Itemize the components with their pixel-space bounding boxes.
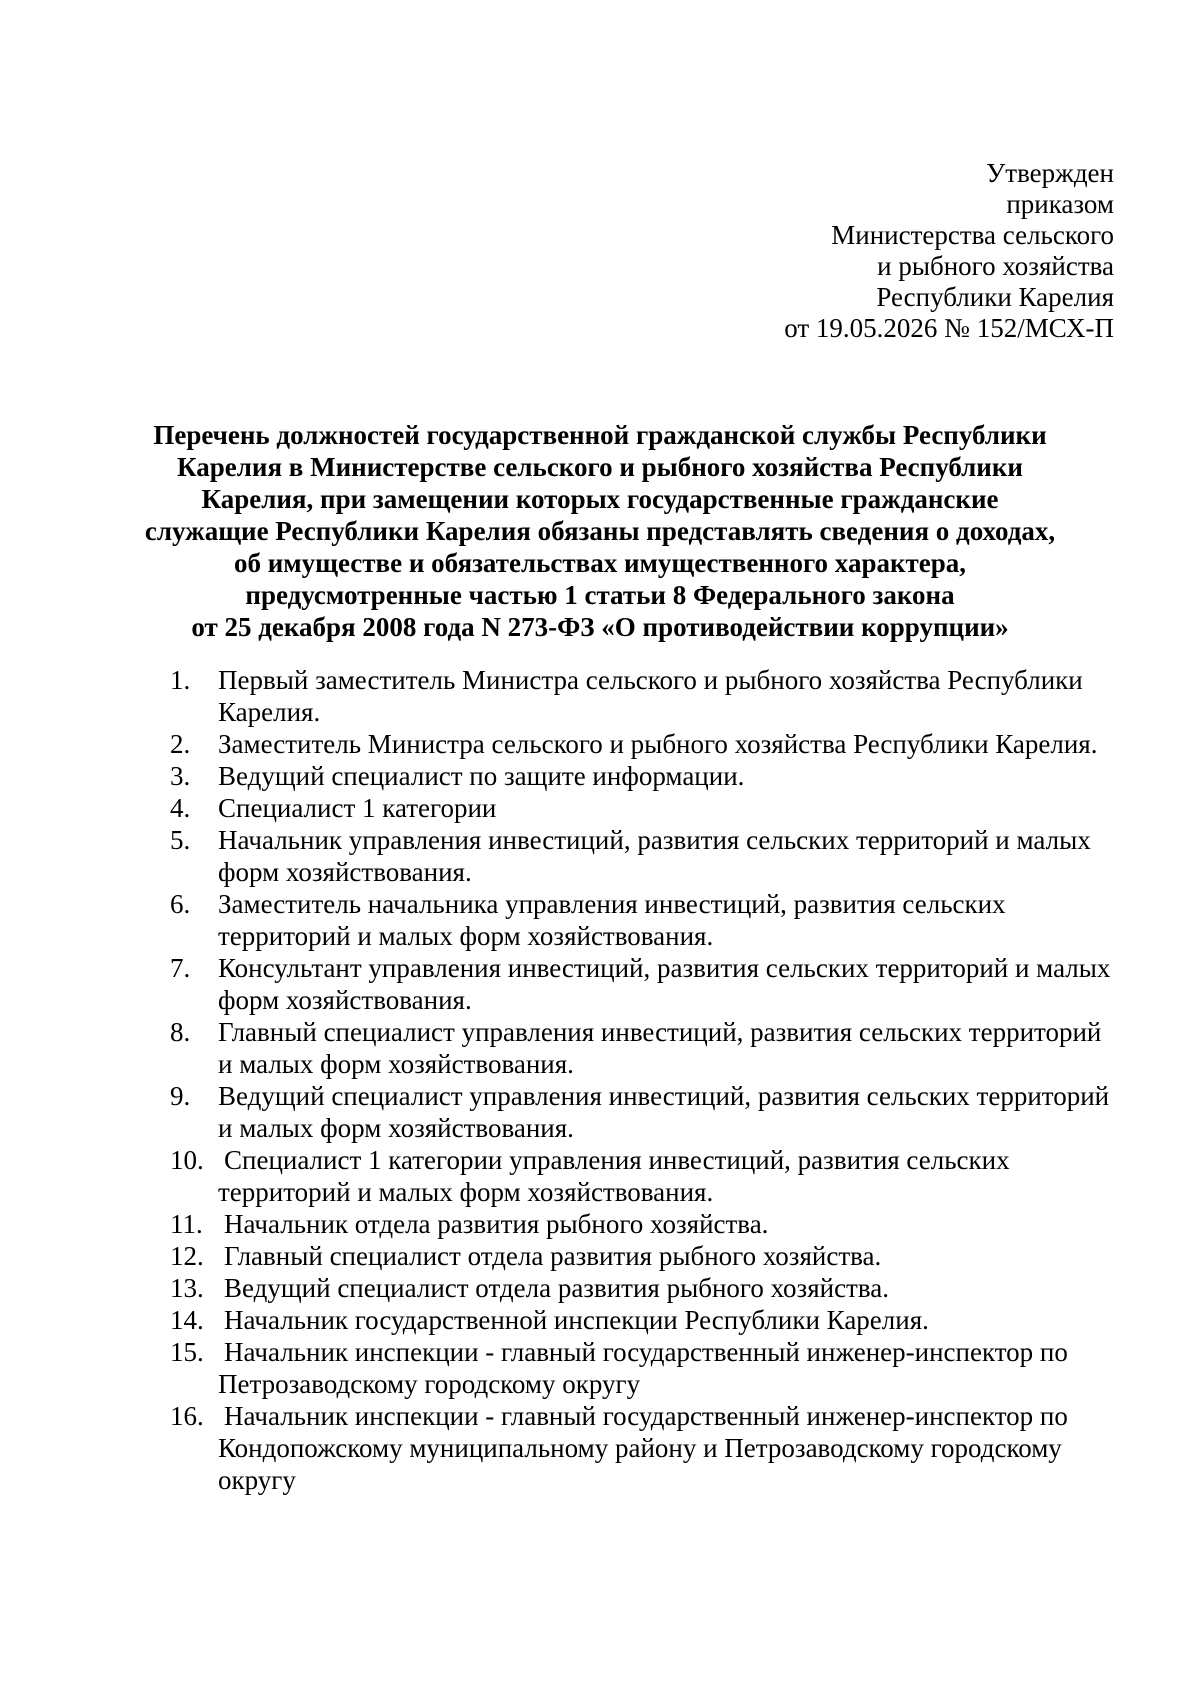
list-item-text: Начальник отдела развития рыбного хозяйства. <box>224 1209 769 1239</box>
list-item-text: Главный специалист управления инвестиций, развития сельских территорий и малых форм хозяйствования. <box>218 1017 1102 1079</box>
list-item <box>170 664 1120 728</box>
list-item <box>170 1336 1120 1400</box>
list-item-text: Специалист 1 категории управления инвестиций, развития сельских территорий и малых форм хозяйствования. <box>218 1145 1010 1207</box>
list-item <box>170 1208 1120 1240</box>
list-item-number: 11. <box>170 1209 203 1239</box>
approval-line: Утвержден <box>986 158 1114 188</box>
approval-line: Министерства сельского <box>831 220 1114 250</box>
list-item-number: 14. <box>170 1305 204 1335</box>
list-item-text: Главный специалист отдела развития рыбного хозяйства. <box>224 1241 882 1271</box>
list-item-number: 7. <box>170 953 191 983</box>
list-item <box>170 1080 1120 1144</box>
list-item-number: 9. <box>170 1081 191 1111</box>
list-item-number: 15. <box>170 1337 204 1367</box>
list-item-text: Ведущий специалист управления инвестиций, развития сельских территорий и малых форм хозяйствования. <box>218 1081 1110 1143</box>
title-line: Карелия, при замещении которых государственные гражданские <box>201 484 999 514</box>
approval-line: и рыбного хозяйства <box>877 251 1114 281</box>
list-item-text: Заместитель начальника управления инвестиций, развития сельских территорий и малых форм хозяйствования. <box>218 889 1006 951</box>
list-item-text: Ведущий специалист отдела развития рыбного хозяйства. <box>224 1273 889 1303</box>
title-line: об имуществе и обязательствах имущественного характера, <box>233 548 967 578</box>
title-line: от 25 декабря 2008 года N 273-ФЗ «О противодействии коррупции» <box>191 612 1009 642</box>
list-item <box>170 792 1120 824</box>
list-item-text: Начальник инспекции - главный государственный инженер-инспектор по Петрозаводскому городскому округу <box>218 1337 1068 1399</box>
approval-line: приказом <box>1006 189 1114 219</box>
positions-list <box>170 664 1120 1496</box>
list-item <box>170 1400 1120 1496</box>
list-item-text: Ведущий специалист по защите информации. <box>218 761 745 791</box>
list-item <box>170 888 1120 952</box>
list-item <box>170 952 1120 1016</box>
approval-line: от 19.05.2026 № 152/МСХ-П <box>784 313 1114 343</box>
list-item-text: Заместитель Министра сельского и рыбного хозяйства Республики Карелия. <box>218 729 1098 759</box>
list-item-number: 3. <box>170 761 191 791</box>
list-item-number: 2. <box>170 729 191 759</box>
list-item-text: Первый заместитель Министра сельского и рыбного хозяйства Республики Карелия. <box>218 665 1083 727</box>
list-item <box>170 1240 1120 1272</box>
title-line: Карелия в Министерстве сельского и рыбного хозяйства Республики <box>177 452 1023 482</box>
list-item-number: 4. <box>170 793 191 823</box>
approval-stamp <box>694 158 1114 344</box>
title-line: Перечень должностей государственной гражданской службы Республики <box>153 420 1047 450</box>
list-item-number: 8. <box>170 1017 191 1047</box>
list-item-number: 6. <box>170 889 191 919</box>
list-item <box>170 1016 1120 1080</box>
list-item-text: Начальник государственной инспекции Республики Карелия. <box>224 1305 929 1335</box>
list-item-text: Начальник инспекции - главный государственный инженер-инспектор по Кондопожскому муниципальному району и Петрозаводскому городскому округу <box>218 1401 1068 1495</box>
list-item <box>170 1304 1120 1336</box>
list-item <box>170 1272 1120 1304</box>
list-item <box>170 824 1120 888</box>
title-line: служащие Республики Карелия обязаны представлять сведения о доходах, <box>144 516 1056 546</box>
approval-line: Республики Карелия <box>876 282 1114 312</box>
list-item-number: 10. <box>170 1145 204 1175</box>
list-item-text: Начальник управления инвестиций, развития сельских территорий и малых форм хозяйствования. <box>218 825 1091 887</box>
document-title <box>110 419 1090 643</box>
list-item <box>170 728 1120 760</box>
list-item-number: 16. <box>170 1401 204 1431</box>
list-item-number: 12. <box>170 1241 204 1271</box>
list-item <box>170 1144 1120 1208</box>
list-item-text: Специалист 1 категории <box>218 793 497 823</box>
title-line: предусмотренные частью 1 статьи 8 Федерального закона <box>245 580 955 610</box>
list-item-text: Консультант управления инвестиций, развития сельских территорий и малых форм хозяйствования. <box>218 953 1111 1015</box>
list-item-number: 13. <box>170 1273 204 1303</box>
list-item-number: 5. <box>170 825 191 855</box>
list-item <box>170 760 1120 792</box>
list-item-number: 1. <box>170 665 191 695</box>
